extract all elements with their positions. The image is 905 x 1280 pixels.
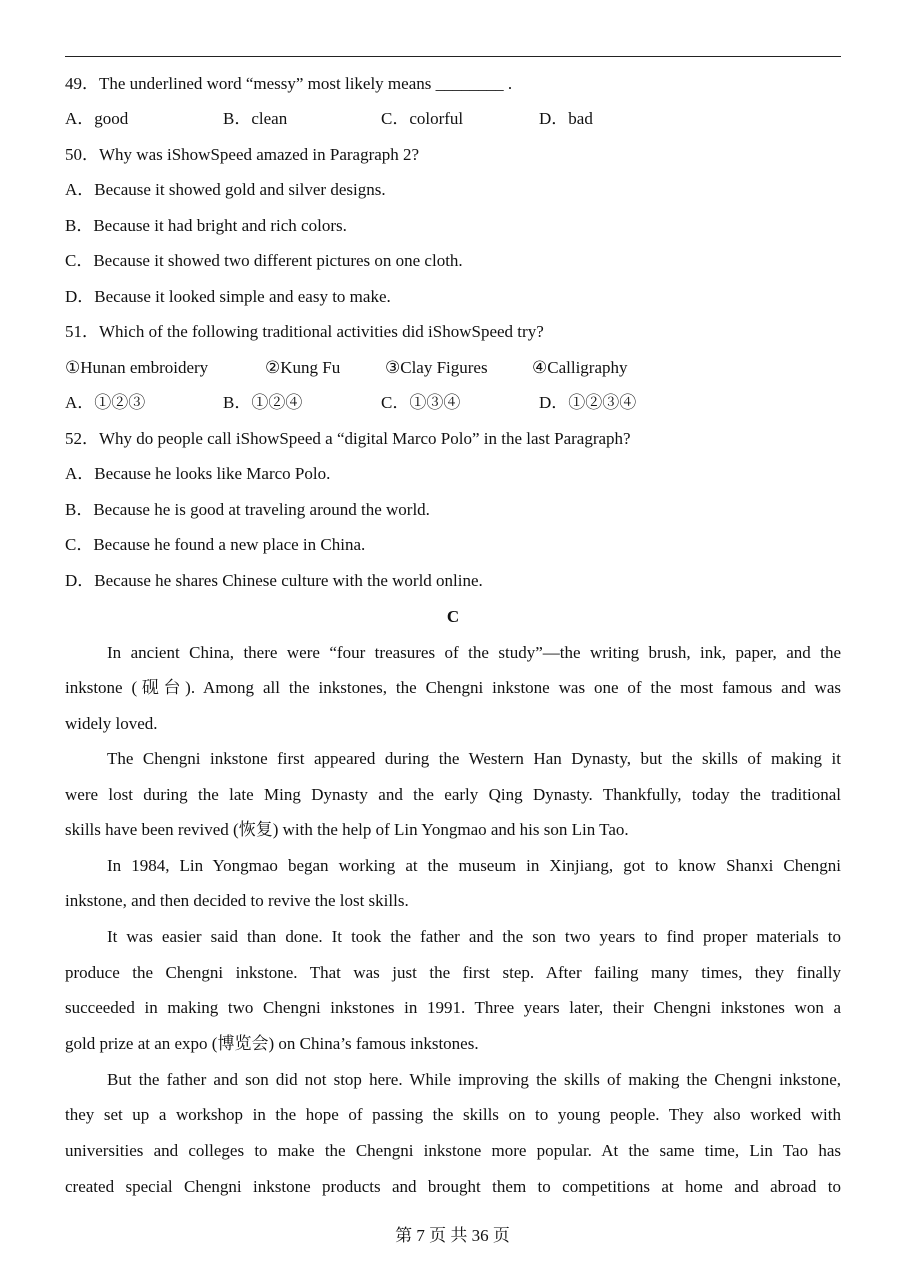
q50-option-d: D．Because it looked simple and easy to make. [65, 287, 391, 306]
q49-option-a: A．good [65, 109, 129, 128]
passage-line: inkstone (砚台). Among all the inkstones, the Chengni inkstone was one of the most famous and was [65, 678, 841, 697]
passage-line: widely loved. [65, 714, 158, 733]
q51-item-1: ①Hunan embroidery [65, 358, 209, 377]
q51-option-b: B．①②④ [223, 393, 303, 412]
q51-stem: 51．Which of the following traditional activities did iShowSpeed try? [65, 322, 544, 341]
q49-option-d: D．bad [539, 109, 593, 128]
passage-line: were lost during the late Ming Dynasty and the early Qing Dynasty. Thankfully, today the traditional [65, 785, 841, 804]
q50-option-b: B．Because it had bright and rich colors. [65, 216, 347, 235]
passage-line: succeeded in making two Chengni inkstones in 1991. Three years later, their Chengni inkstones won a [65, 998, 841, 1017]
q49-stem: 49．The underlined word “messy” most likely means ________ . [65, 74, 513, 93]
q52-stem: 52．Why do people call iShowSpeed a “digital Marco Polo” in the last Paragraph? [65, 429, 631, 448]
q49-option-c: C．colorful [381, 109, 464, 128]
passage-line: they set up a workshop in the hope of passing the skills on to young people. They also worked with [65, 1105, 841, 1124]
section-c-heading: C [446, 607, 460, 626]
q52-option-b: B．Because he is good at traveling around the world. [65, 500, 430, 519]
passage-line: produce the Chengni inkstone. That was just the first step. After failing many times, they finally [65, 963, 841, 982]
passage-line: It was easier said than done. It took the father and the son two years to find proper materials to [107, 927, 841, 946]
passage-line: In ancient China, there were “four treasures of the study”—the writing brush, ink, paper, and the [107, 643, 841, 662]
passage-line: universities and colleges to make the Chengni inkstone more popular. At the same time, Lin Tao has [65, 1141, 841, 1160]
q52-option-c: C．Because he found a new place in China. [65, 535, 366, 554]
q51-option-a: A．①②③ [65, 393, 146, 412]
passage-line: But the father and son did not stop here. While improving the skills of making the Chengni inkstone, [107, 1070, 841, 1089]
q50-option-a: A．Because it showed gold and silver designs. [65, 180, 386, 199]
q51-item-3: ③Clay Figures [385, 358, 488, 377]
page-footer: 第 7 页 共 36 页 [395, 1226, 510, 1245]
passage-line: inkstone, and then decided to revive the lost skills. [65, 891, 409, 910]
q51-option-d: D．①②③④ [539, 393, 637, 412]
q51-item-4: ④Calligraphy [532, 358, 628, 377]
q49-option-b: B．clean [223, 109, 288, 128]
passage-line: created special Chengni inkstone products and brought them to competitions at home and abroad to [65, 1177, 841, 1196]
q52-option-d: D．Because he shares Chinese culture with the world online. [65, 571, 483, 590]
q50-stem: 50．Why was iShowSpeed amazed in Paragraph 2? [65, 145, 420, 164]
q51-item-2: ②Kung Fu [265, 358, 341, 377]
q51-option-c: C．①③④ [381, 393, 461, 412]
header-rule [65, 56, 841, 57]
passage-line: In 1984, Lin Yongmao began working at the museum in Xinjiang, got to know Shanxi Chengni [107, 856, 841, 875]
q50-option-c: C．Because it showed two different pictures on one cloth. [65, 251, 463, 270]
passage-line: gold prize at an expo (博览会) on China’s famous inkstones. [65, 1034, 479, 1053]
q52-option-a: A．Because he looks like Marco Polo. [65, 464, 331, 483]
passage-line: The Chengni inkstone first appeared during the Western Han Dynasty, but the skills of making it [107, 749, 841, 768]
passage-line: skills have been revived (恢复) with the help of Lin Yongmao and his son Lin Tao. [65, 820, 629, 839]
